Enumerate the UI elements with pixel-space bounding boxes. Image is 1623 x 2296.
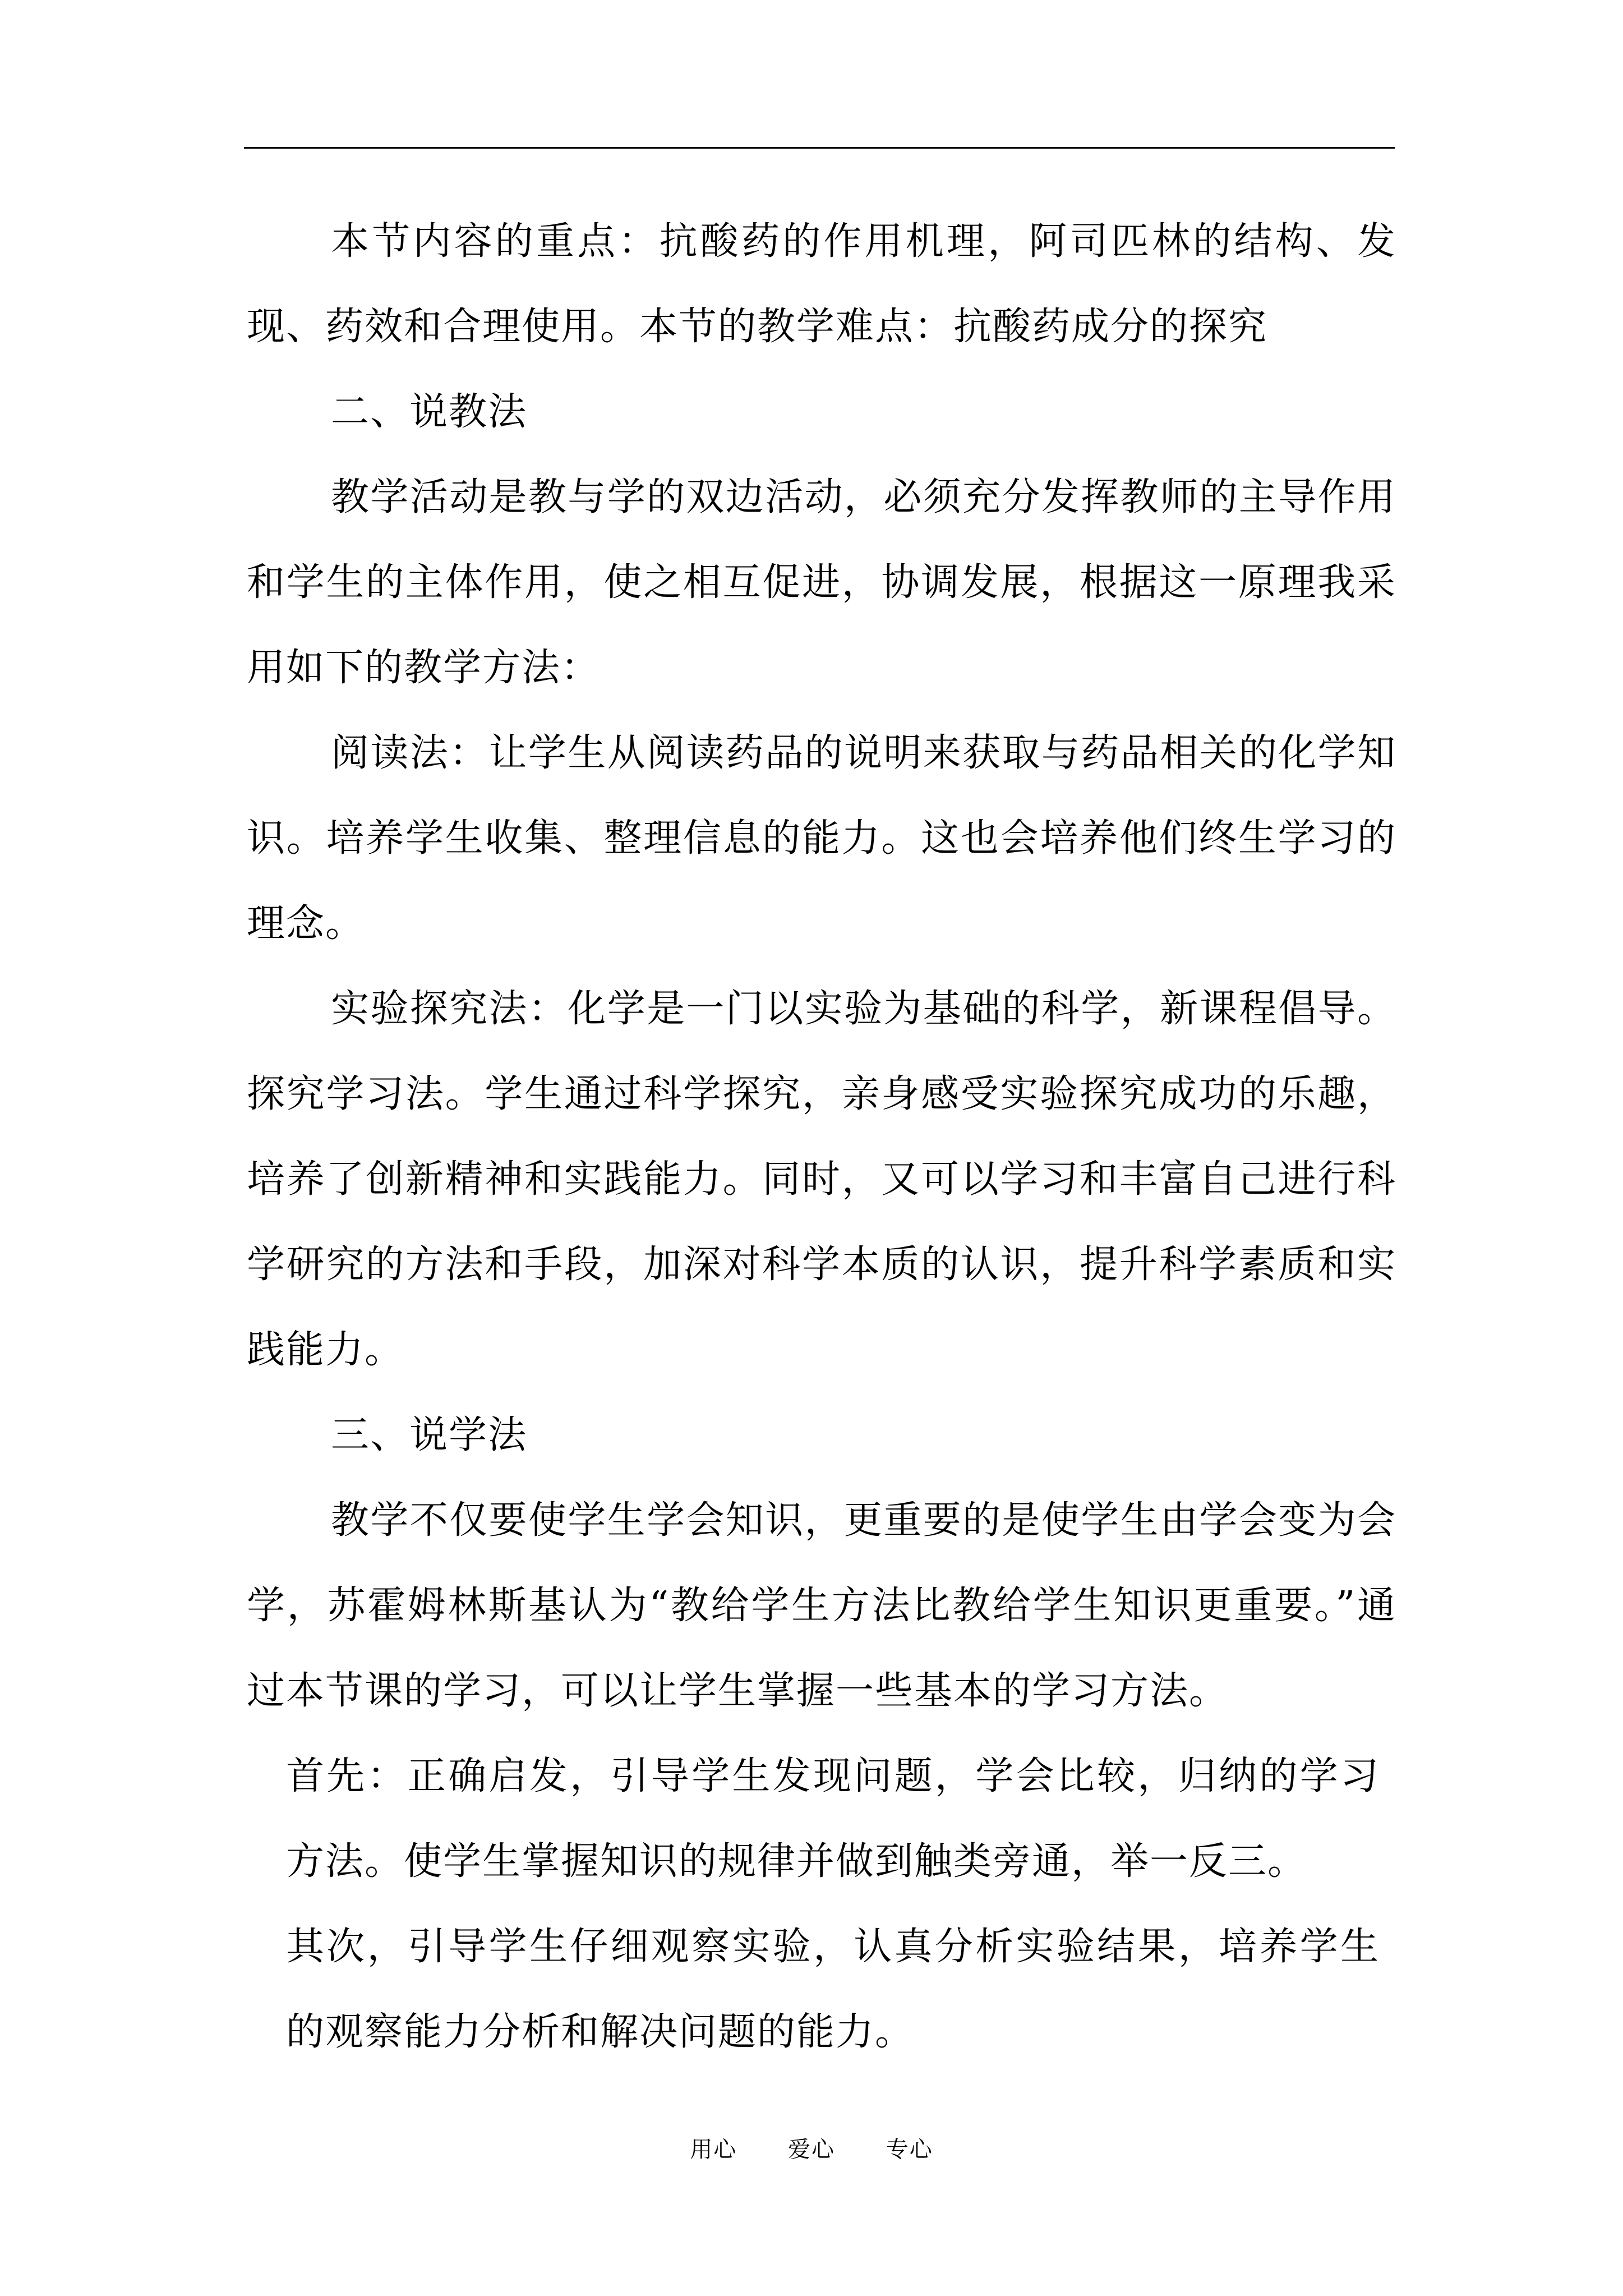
footer-word-3: 专心	[886, 2137, 933, 2162]
page-footer	[0, 2132, 1623, 2164]
list-item-second: 其次，引导学生仔细观察实验，认真分析实验结果，培养学生的观察能力分析和解决问题的能力。	[286, 1925, 1380, 2054]
footer-word-1: 用心	[690, 2137, 737, 2162]
paragraph-key-points: 本节内容的重点：抗酸药的作用机理，阿司匹林的结构、发现、药效和合理使用。本节的教学难点：抗酸药成分的探究	[247, 219, 1396, 349]
paragraph-experiment-method: 实验探究法：化学是一门以实验为基础的科学，新课程倡导。探究学习法。学生通过科学探究，亲身感受实验探究成功的乐趣，培养了创新精神和实践能力。同时，又可以学习和丰富自己进行科学研究的方法和手段，加深对科学本质的认识，提升科学素质和实践能力。	[247, 987, 1396, 1372]
section-heading-teaching-method: 二、说教法	[331, 390, 528, 434]
paragraph-teaching-activity: 教学活动是教与学的双边活动，必须充分发挥教师的主导作用和学生的主体作用，使之相互促进，协调发展，根据这一原理我采用如下的教学方法：	[247, 475, 1396, 690]
section-heading-learning-method: 三、说学法	[331, 1413, 528, 1457]
header-rule	[244, 147, 1395, 149]
paragraph-reading-method: 阅读法：让学生从阅读药品的说明来获取与药品相关的化学知识。培养学生收集、整理信息的能力。这也会培养他们终生学习的理念。	[247, 731, 1396, 946]
list-item-first: 首先：正确启发，引导学生发现问题，学会比较，归纳的学习方法。使学生掌握知识的规律并做到触类旁通，举一反三。	[286, 1754, 1380, 1884]
document-body	[247, 199, 1396, 2075]
footer-word-2: 爱心	[788, 2137, 835, 2162]
method-list	[247, 1734, 1380, 2075]
paragraph-learning-method: 教学不仅要使学生学会知识，更重要的是使学生由学会变为会学，苏霍姆林斯基认为“教给学生方法比教给学生知识更重要。”通过本节课的学习，可以让学生掌握一些基本的学习方法。	[247, 1498, 1396, 1713]
